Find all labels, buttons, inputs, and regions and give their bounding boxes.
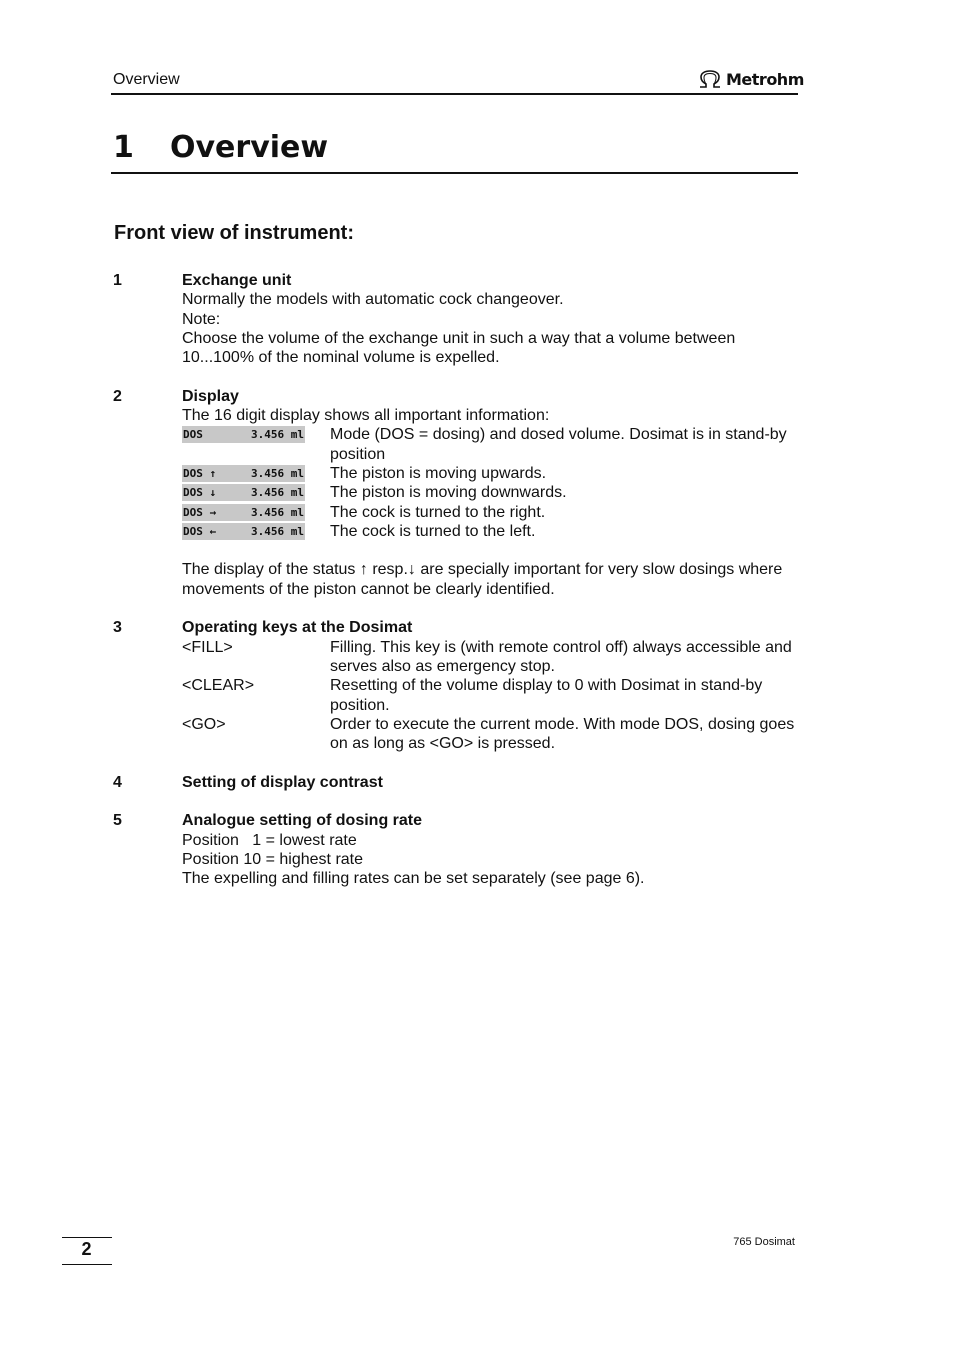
- item-number: 4: [113, 773, 122, 791]
- lcd-readout: [182, 426, 305, 443]
- display-row: [182, 464, 803, 483]
- item-number: 5: [113, 812, 122, 830]
- lcd-volume: 3.456 ml: [251, 505, 304, 519]
- item-title: Display: [182, 387, 239, 405]
- spacer: [182, 541, 803, 560]
- lcd-readout: [182, 504, 305, 521]
- item-body: [182, 811, 803, 888]
- item-line: The expelling and filling rates can be set separately (see page 6).: [182, 870, 645, 888]
- lcd-mode: DOS ←: [183, 524, 217, 538]
- lcd-mode: DOS: [183, 428, 203, 442]
- logo-wordmark: Metrohm: [726, 69, 804, 89]
- item-exchange-unit: [113, 271, 803, 367]
- chapter-heading: [113, 130, 328, 165]
- key-row: [182, 676, 803, 715]
- lcd-volume: 3.456 ml: [251, 486, 304, 500]
- key-desc: Filling. This key is (with remote control off) always accessible and serves also as emergency stop.: [330, 638, 792, 675]
- lcd-readout: [182, 523, 305, 540]
- item-number: 2: [113, 387, 122, 405]
- omega-logo-icon: [697, 69, 723, 89]
- page-number-rule-top: [62, 1237, 112, 1238]
- item-number: 3: [113, 619, 122, 637]
- key-name: <CLEAR>: [182, 677, 255, 695]
- lcd-volume: 3.456 ml: [251, 466, 304, 480]
- item-display-contrast: [113, 773, 803, 792]
- page-number-rule-bottom: [62, 1264, 112, 1265]
- key-name: <FILL>: [182, 638, 233, 656]
- header-rule: [111, 93, 798, 95]
- item-line: Choose the volume of the exchange unit in such a way that a volume between 10...100% of the nominal volume is expelled.: [182, 329, 736, 367]
- display-row: [182, 483, 803, 502]
- lcd-readout: [182, 484, 305, 501]
- key-name: <GO>: [182, 715, 226, 733]
- item-body: [182, 271, 803, 367]
- footer-product: 765 Dosimat: [733, 1236, 795, 1248]
- display-row-desc: The cock is turned to the left.: [330, 522, 536, 540]
- item-operating-keys: [113, 618, 803, 753]
- item-title: Operating keys at the Dosimat: [182, 619, 413, 637]
- item-dosing-rate: [113, 811, 803, 888]
- item-body: [182, 387, 803, 599]
- display-row-desc: Mode (DOS = dosing) and dosed volume. Dosimat is in stand-by position: [330, 426, 787, 463]
- display-intro: The 16 digit display shows all important information:: [182, 407, 550, 425]
- lcd-mode: DOS →: [183, 505, 217, 519]
- display-row-desc: The cock is turned to the right.: [330, 503, 546, 521]
- lcd-volume: 3.456 ml: [251, 524, 304, 538]
- running-header: Overview: [113, 71, 180, 88]
- item-title: Exchange unit: [182, 272, 292, 289]
- chapter-number: 1: [113, 130, 134, 165]
- metrohm-logo: [697, 67, 804, 91]
- item-title: Setting of display contrast: [182, 773, 383, 791]
- section-title: Front view of instrument:: [114, 222, 354, 244]
- item-display: [113, 387, 803, 599]
- key-desc: Order to execute the current mode. With mode DOS, dosing goes on as long as <GO> is pressed.: [330, 715, 795, 753]
- key-desc: Resetting of the volume display to 0 with Dosimat in stand-by position.: [330, 677, 763, 714]
- item-body: [182, 618, 803, 753]
- chapter-title: Overview: [170, 130, 329, 165]
- display-row-desc: The piston is moving downwards.: [330, 484, 567, 502]
- display-outro: The display of the status ↑ resp.↓ are specially important for very slow dosings where movements of the piston cannot be clearly identified.: [182, 561, 783, 598]
- item-title: Analogue setting of dosing rate: [182, 812, 423, 830]
- key-row: [182, 715, 803, 754]
- item-line: Note:: [182, 310, 221, 328]
- key-row: [182, 638, 803, 677]
- item-line: Normally the models with automatic cock changeover.: [182, 291, 564, 309]
- item-list: [113, 271, 803, 908]
- item-line: Position 10 = highest rate: [182, 850, 364, 868]
- item-body: [182, 773, 803, 792]
- lcd-readout: [182, 465, 305, 482]
- page-number: 2: [81, 1239, 92, 1259]
- item-line: Position 1 = lowest rate: [182, 831, 357, 849]
- display-row-desc: The piston is moving upwards.: [330, 464, 547, 482]
- display-row: [182, 425, 803, 464]
- display-row: [182, 503, 803, 522]
- lcd-mode: DOS ↓: [183, 486, 217, 500]
- lcd-mode: DOS ↑: [183, 466, 217, 480]
- chapter-rule: [111, 172, 798, 174]
- item-number: 1: [113, 272, 122, 289]
- lcd-volume: 3.456 ml: [251, 428, 304, 442]
- display-row: [182, 522, 803, 541]
